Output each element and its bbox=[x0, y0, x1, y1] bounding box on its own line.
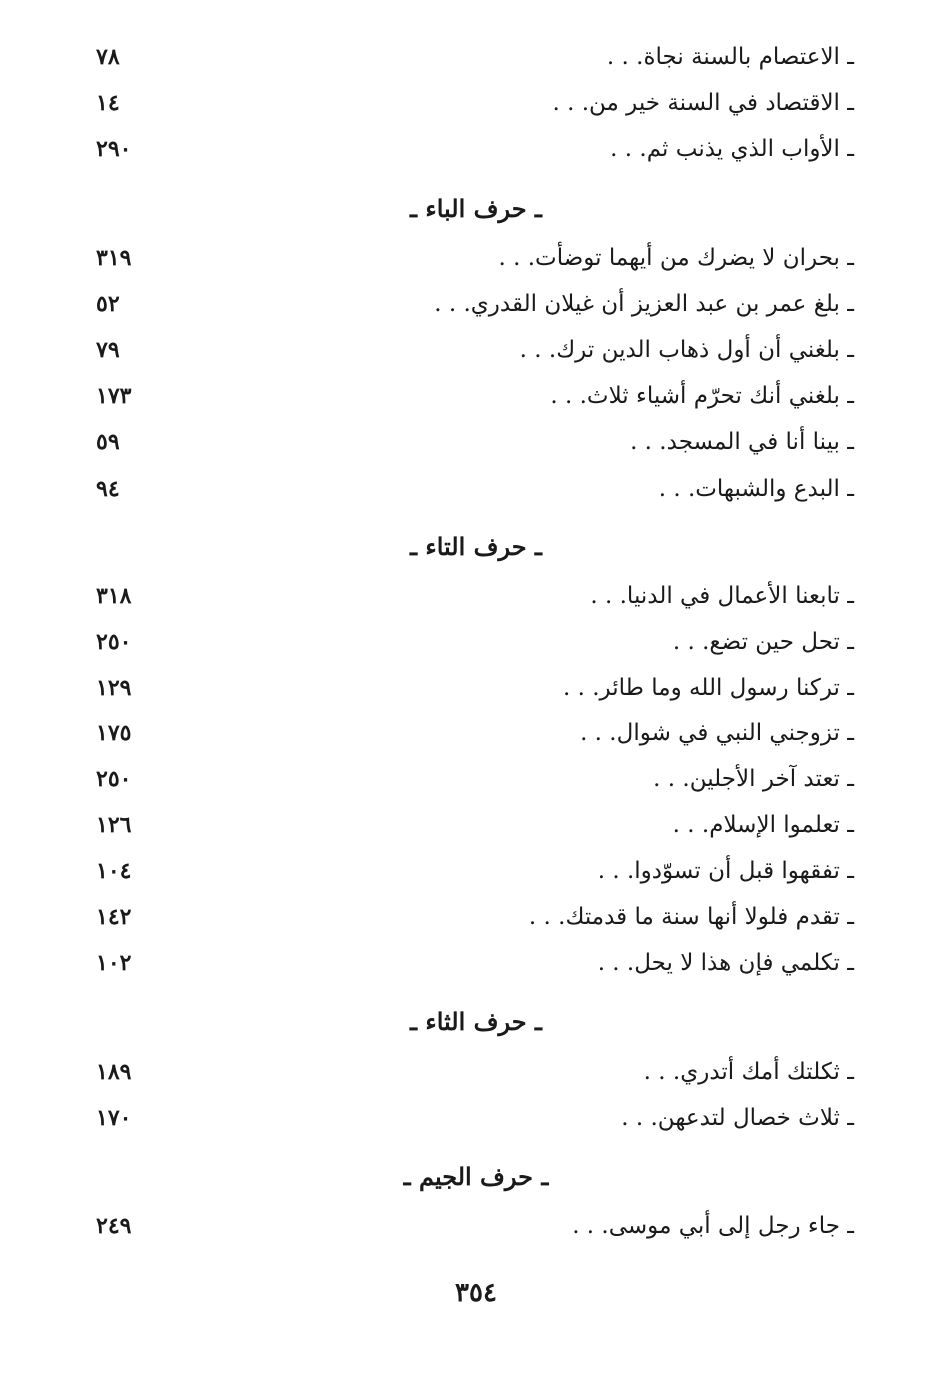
index-entry bbox=[0, 81, 952, 125]
entry-page-number: ١٨٩ bbox=[96, 1059, 132, 1085]
entry-text: ـ ثلاث خصال لتدعهن. . . bbox=[621, 1105, 854, 1131]
page-number: ٣٥٤ bbox=[455, 1278, 497, 1308]
section-heading-jeem: ـ حرف الجيم ـ bbox=[403, 1162, 549, 1191]
entry-text: ـ جاء رجل إلى أبي موسى. . . bbox=[572, 1213, 854, 1239]
entry-text: ـ تكلمي فإن هذا لا يحل. . . bbox=[597, 950, 854, 976]
entry-text: ـ بلغ عمر بن عبد العزيز أن غيلان القدري. . . bbox=[434, 291, 854, 317]
entry-text: ـ الأواب الذي يذنب ثم. . . bbox=[610, 136, 854, 162]
entry-text: ـ تقدم فلولا أنها سنة ما قدمتك. . . bbox=[528, 904, 854, 930]
index-entry bbox=[0, 236, 952, 280]
index-entry bbox=[0, 757, 952, 801]
entry-page-number: ٢٥٠ bbox=[96, 629, 132, 655]
index-entry bbox=[0, 1050, 952, 1094]
entry-page-number: ١٢٦ bbox=[96, 812, 132, 838]
entry-page-number: ٥٢ bbox=[96, 291, 120, 317]
entry-page-number: ٢٤٩ bbox=[96, 1213, 132, 1239]
index-entry bbox=[0, 620, 952, 664]
entry-text: ـ تحل حين تضع. . . bbox=[672, 629, 854, 655]
index-entry bbox=[0, 282, 952, 326]
entry-text: ـ تزوجني النبي في شوال. . . bbox=[580, 720, 854, 746]
entry-text: ـ بلغني أن أول ذهاب الدين ترك. . . bbox=[519, 337, 854, 363]
entry-page-number: ١٧٥ bbox=[96, 720, 132, 746]
entry-page-number: ١٧٣ bbox=[96, 383, 132, 409]
entry-page-number: ٧٨ bbox=[96, 44, 120, 70]
index-entry bbox=[0, 803, 952, 847]
section-heading-thaa: ـ حرف الثاء ـ bbox=[410, 1007, 542, 1036]
index-entry bbox=[0, 374, 952, 418]
entry-text: ـ الاعتصام بالسنة نجاة. . . bbox=[606, 44, 854, 70]
entry-page-number: ٧٩ bbox=[96, 337, 120, 363]
index-entry bbox=[0, 127, 952, 171]
entry-text: ـ تابعنا الأعمال في الدنيا. . . bbox=[590, 583, 854, 609]
entry-page-number: ٣١٩ bbox=[96, 245, 132, 271]
index-entry bbox=[0, 420, 952, 464]
entry-text: ـ بينا أنا في المسجد. . . bbox=[630, 429, 854, 455]
entry-text: ـ تركنا رسول الله وما طائر. . . bbox=[563, 675, 854, 701]
entry-page-number: ٢٩٠ bbox=[96, 136, 132, 162]
index-entry bbox=[0, 328, 952, 372]
entry-page-number: ٩٤ bbox=[96, 476, 120, 502]
section-heading-baa: ـ حرف الباء ـ bbox=[410, 194, 542, 223]
entry-text: ـ الاقتصاد في السنة خير من. . . bbox=[552, 90, 854, 116]
index-entry bbox=[0, 35, 952, 79]
section-heading-taa: ـ حرف التاء ـ bbox=[410, 532, 542, 561]
entry-text: ـ تفقهوا قبل أن تسوّدوا. . . bbox=[597, 858, 854, 884]
entry-text: ـ بحران لا يضرك من أيهما توضأت. . . bbox=[498, 245, 854, 271]
index-entry bbox=[0, 467, 952, 511]
entry-text: ـ بلغني أنك تحرّم أشياء ثلاث. . . bbox=[550, 383, 854, 409]
index-entry bbox=[0, 711, 952, 755]
entry-text: ـ ثكلتك أمك أتدري. . . bbox=[643, 1059, 854, 1085]
entry-page-number: ١٤٢ bbox=[96, 904, 132, 930]
entry-page-number: ١٢٩ bbox=[96, 675, 132, 701]
entry-page-number: ٥٩ bbox=[96, 429, 120, 455]
entry-text: ـ تعلموا الإسلام. . . bbox=[672, 812, 854, 838]
index-entry bbox=[0, 666, 952, 710]
entry-page-number: ١٧٠ bbox=[96, 1105, 132, 1131]
entry-page-number: ١٠٢ bbox=[96, 950, 132, 976]
entry-page-number: ١٤ bbox=[96, 90, 120, 116]
index-entry bbox=[0, 1096, 952, 1140]
entry-text: ـ البدع والشبهات. . . bbox=[658, 476, 854, 502]
entry-page-number: ٢٥٠ bbox=[96, 766, 132, 792]
index-entry bbox=[0, 895, 952, 939]
index-entry bbox=[0, 574, 952, 618]
index-entry bbox=[0, 849, 952, 893]
entry-page-number: ١٠٤ bbox=[96, 858, 132, 884]
entry-text: ـ تعتد آخر الأجلين. . . bbox=[653, 766, 854, 792]
index-entry bbox=[0, 1204, 952, 1248]
entry-page-number: ٣١٨ bbox=[96, 583, 132, 609]
index-entry bbox=[0, 941, 952, 985]
